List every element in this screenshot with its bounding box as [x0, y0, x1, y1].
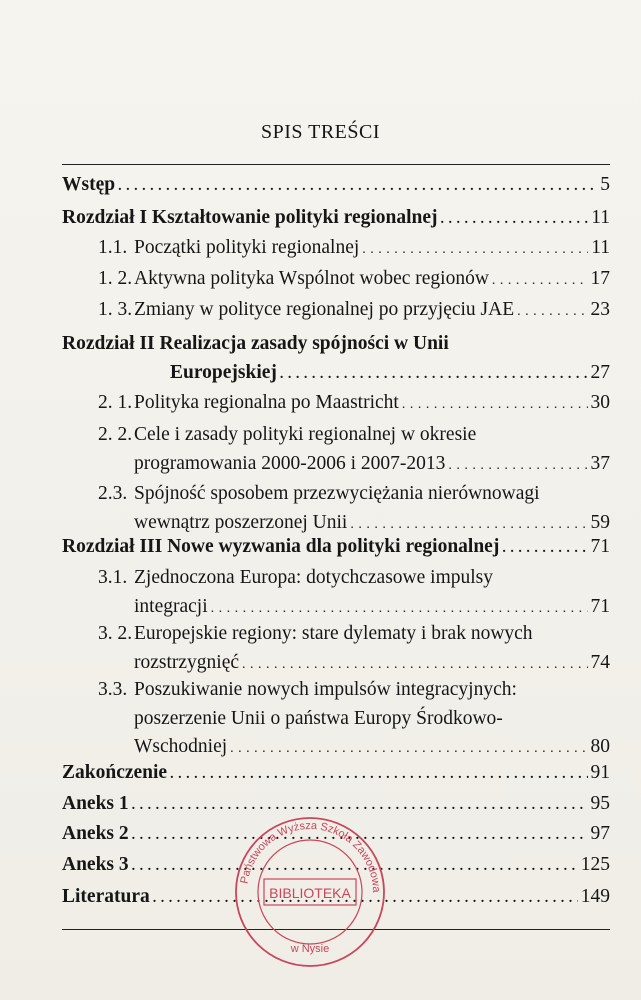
toc-entry-title-line: Spójność sposobem przezwyciężania nierównowagi: [134, 483, 540, 504]
stamp-ring-text: Państwowa Wyższa Szkoła Zawodowa: [238, 819, 383, 893]
toc-entry-number: 1.1.: [98, 237, 128, 258]
toc-page-number: 5: [600, 174, 610, 195]
toc-page-number: 95: [590, 793, 610, 814]
dot-leader: [492, 267, 588, 294]
toc-entry-number: 2.3.: [98, 483, 128, 504]
toc-page-number: 17: [590, 268, 610, 289]
toc-page-number: 80: [590, 736, 610, 757]
toc-page-number: 125: [580, 854, 610, 875]
toc-entry-number: 2. 1.: [98, 392, 133, 413]
page-title: SPIS TREŚCI: [260, 121, 381, 143]
toc-page-number: 71: [590, 536, 610, 557]
toc-entry-title-line: Rozdział III Nowe wyzwania dla polityki regionalnej: [62, 536, 500, 557]
toc-entry-number: 1. 3.: [98, 299, 133, 320]
toc-entry-title-line: wewnątrz poszerzonej Unii: [134, 511, 348, 533]
toc-page-number: 97: [590, 823, 610, 844]
toc-entry-title-line: Aneks 2: [62, 823, 129, 844]
dot-leader: [230, 735, 587, 762]
dot-leader: [242, 651, 587, 678]
toc-page-number: 30: [590, 392, 610, 413]
svg-text:BIBLIOTEKA: BIBLIOTEKA: [269, 885, 351, 901]
toc-entry-title-line: Europejskie regiony: stare dylematy i brak nowych: [134, 623, 533, 644]
dot-leader: [118, 173, 597, 200]
svg-text:w Nysie: w Nysie: [290, 943, 330, 955]
toc-entry-title-line: poszerzenie Unii o państwa Europy Środkowo-: [134, 707, 503, 729]
toc-entry-title-line: Aneks 1: [62, 793, 129, 814]
toc-entry-title-line: Rozdział I Kształtowanie polityki regionalnej: [62, 207, 438, 228]
dot-leader: [280, 361, 588, 388]
toc-entry-title-line: Polityka regionalna po Maastricht: [134, 392, 399, 413]
toc-entry-title-line: Zakończenie: [62, 762, 168, 783]
toc-entry-title-line: Zjednoczona Europa: dotychczasowe impulsy: [134, 567, 494, 588]
toc-entry-title-line: Cele i zasady polityki regionalnej w okresie: [134, 424, 477, 445]
dot-leader: [502, 535, 587, 562]
toc-page-number: 37: [590, 452, 610, 474]
toc-page-number: 27: [590, 361, 610, 383]
toc-entry-number: 3.3.: [98, 679, 128, 700]
dot-leader: [132, 853, 578, 880]
toc-page-number: 74: [590, 651, 610, 673]
toc-entry-number: 2. 2.: [98, 424, 133, 445]
dot-leader: [362, 236, 588, 263]
toc-entry-number: 1. 2.: [98, 268, 133, 289]
toc-entry-title-line: integracji: [134, 595, 208, 617]
toc-entry-title-line: Rozdział II Realizacja zasady spójności w Unii: [62, 333, 449, 354]
toc-entry-title-line: Wstęp: [62, 174, 116, 195]
toc-entry-title-line: Literatura: [62, 886, 150, 907]
dot-leader: [132, 822, 588, 849]
toc-page-number: 23: [590, 299, 610, 320]
toc-page-number: 149: [580, 886, 610, 907]
dot-leader: [211, 595, 588, 622]
toc-entry-title-line: Początki polityki regionalnej: [134, 237, 360, 258]
toc-entry-title-line: Europejskiej: [170, 361, 277, 383]
toc-page-number: 71: [590, 595, 610, 617]
dot-leader: [153, 885, 578, 912]
toc-entry-title-line: programowania 2000-2006 i 2007-2013: [134, 452, 446, 474]
toc-entry-title-line: Zmiany w polityce regionalnej po przyjęciu JAE: [134, 299, 515, 320]
toc-entry-title-line: Wschodniej: [134, 736, 228, 757]
bottom-rule: [62, 929, 610, 930]
toc-entry-number: 3. 2.: [98, 623, 133, 644]
toc-page-number: 91: [590, 762, 610, 783]
dot-leader: [448, 452, 587, 479]
toc-page-number: 59: [590, 511, 610, 533]
toc-entry-number: 3.1.: [98, 567, 128, 588]
top-rule: [62, 164, 610, 165]
toc-entry-title-line: Poszukiwanie nowych impulsów integracyjnych:: [134, 679, 517, 700]
toc-page-number: 11: [591, 237, 610, 258]
toc-page-number: 11: [591, 207, 610, 228]
dot-leader: [402, 391, 588, 418]
dot-leader: [517, 298, 587, 325]
dot-leader: [170, 761, 587, 788]
toc-entry-title-line: rozstrzygnięć: [134, 651, 240, 673]
toc-entry-title-line: Aneks 3: [62, 854, 129, 875]
toc-entry-title-line: Aktywna polityka Wspólnot wobec regionów: [134, 268, 489, 289]
dot-leader: [441, 206, 589, 233]
dot-leader: [132, 792, 588, 819]
